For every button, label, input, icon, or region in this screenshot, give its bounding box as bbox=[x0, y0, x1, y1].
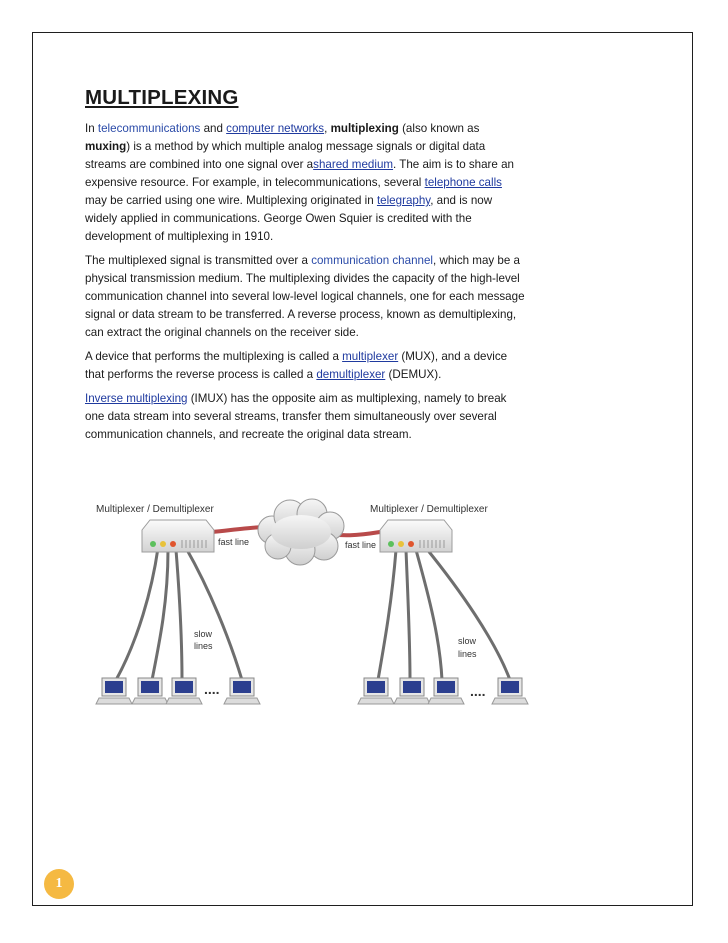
term-multiplexing: multiplexing bbox=[330, 122, 399, 135]
link-multiplexer[interactable]: multiplexer bbox=[342, 350, 399, 363]
computer-icon bbox=[132, 678, 168, 704]
page-number-badge: 1 bbox=[44, 869, 74, 899]
text: , which may be a physical transmission medium. The multiplexing divides the capacity of the high-level communication channel into several low-level logical channels, one for each message signal or data stream to be transferred. A reverse process, known as demultiplexing, can extract the original channels on the receiver side. bbox=[85, 254, 525, 339]
led-red-icon bbox=[170, 541, 176, 547]
text: , and is now widely applied in communications. George Owen Squier is credited with the development of multiplexing in 1910. bbox=[85, 194, 493, 243]
document-body bbox=[85, 86, 525, 450]
led-yellow-icon bbox=[398, 541, 404, 547]
text: (DEMUX). bbox=[385, 368, 442, 381]
right-device-label: Multiplexer / Demultiplexer bbox=[370, 504, 488, 515]
link-telegraphy[interactable]: telegraphy bbox=[376, 194, 431, 207]
computer-icon bbox=[394, 678, 430, 704]
paragraph-signal bbox=[85, 252, 525, 342]
multiplexing-diagram bbox=[80, 490, 540, 720]
computer-icon bbox=[224, 678, 260, 704]
link-telecommunications[interactable]: telecommunications bbox=[97, 122, 201, 135]
cloud-icon bbox=[258, 499, 344, 565]
link-demultiplexer[interactable]: demultiplexer bbox=[316, 368, 386, 381]
paragraph-intro bbox=[85, 120, 525, 246]
text: . The aim is to share an expensive resource. For example, in telecommunications, several bbox=[85, 158, 514, 189]
link-inverse-multiplexing[interactable]: Inverse multiplexing bbox=[85, 392, 188, 405]
computer-icon bbox=[358, 678, 394, 704]
fast-line-label-right: fast line bbox=[345, 540, 377, 550]
slow-lines-left bbox=[116, 548, 242, 680]
left-device-label: Multiplexer / Demultiplexer bbox=[96, 504, 214, 515]
slow-lines-right bbox=[378, 548, 510, 680]
computer-icon bbox=[166, 678, 202, 704]
slow-lines-label-right-2: lines bbox=[458, 649, 477, 659]
slow-lines-label-left-1: slow bbox=[194, 629, 213, 639]
multiplexer-device-right bbox=[380, 520, 452, 552]
text: (also known as bbox=[398, 122, 480, 135]
text: and bbox=[200, 122, 227, 135]
slow-lines-label-right-1: slow bbox=[458, 636, 477, 646]
paragraph-device bbox=[85, 348, 525, 384]
text: may be carried using one wire. Multiplexing originated in bbox=[85, 194, 377, 207]
computer-icon bbox=[492, 678, 528, 704]
computer-icon bbox=[96, 678, 132, 704]
paragraph-inverse bbox=[85, 390, 525, 444]
text: , bbox=[324, 122, 331, 135]
led-red-icon bbox=[408, 541, 414, 547]
document-title: MULTIPLEXING bbox=[85, 86, 239, 109]
text: The multiplexed signal is transmitted over a bbox=[85, 254, 312, 267]
multiplexer-device-left bbox=[142, 520, 214, 552]
slow-lines-label-left-2: lines bbox=[194, 641, 213, 651]
led-yellow-icon bbox=[160, 541, 166, 547]
link-communication-channel[interactable]: communication channel bbox=[311, 254, 433, 267]
led-green-icon bbox=[150, 541, 156, 547]
ellipsis-right: .... bbox=[470, 683, 486, 699]
link-telephone-calls[interactable]: telephone calls bbox=[424, 176, 502, 189]
text: A device that performs the multiplexing is called a bbox=[85, 350, 343, 363]
term-muxing: muxing bbox=[85, 140, 127, 153]
text: (IMUX) has the opposite aim as multiplexing, namely to break one data stream into several streams, transfer them simultaneously over several communication channels, and recreate the original data stream. bbox=[85, 392, 507, 441]
link-computer-networks[interactable]: computer networks bbox=[226, 122, 325, 135]
text: ) is a method by which multiple analog message signals or digital data streams are combined into one signal over a bbox=[85, 140, 486, 171]
link-shared-medium[interactable]: shared medium bbox=[313, 158, 394, 171]
ellipsis-left: .... bbox=[204, 681, 220, 697]
fast-line-label-left: fast line bbox=[218, 537, 250, 547]
led-green-icon bbox=[388, 541, 394, 547]
text: In bbox=[85, 122, 98, 135]
text: (MUX), and a device that performs the reverse process is called a bbox=[85, 350, 508, 381]
computer-icon bbox=[428, 678, 464, 704]
